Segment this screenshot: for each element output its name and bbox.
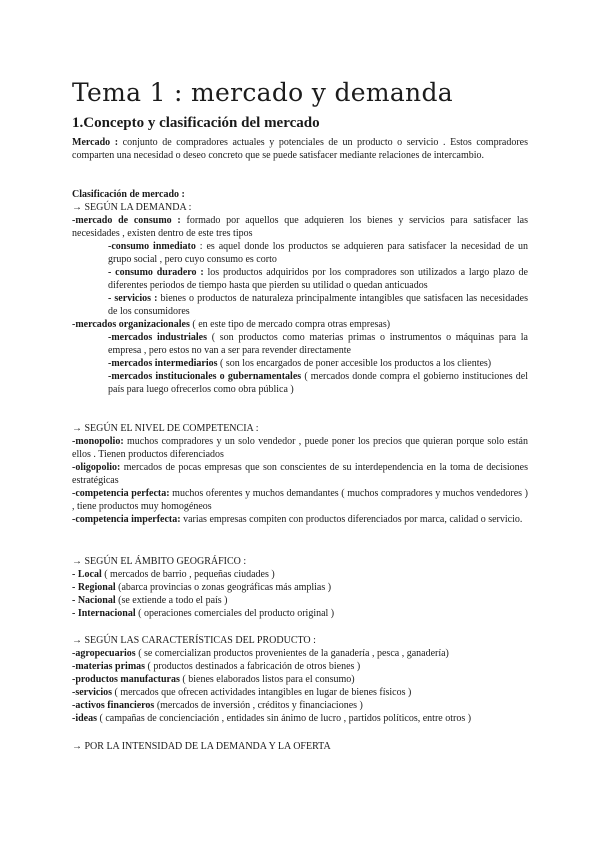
competition-item: -monopolio: muchos compradores y un solo vendedor , puede poner los precios que quieran porque solo están ellos . Tienen productos diferenciados [72, 436, 528, 460]
geography-item: - Internacional ( operaciones comerciales del producto original ) [72, 608, 335, 619]
organizacionales-item: -mercados organizacionales ( en este tipo de mercado compra otras empresas) [72, 319, 391, 330]
product-heading: → SEGÚN LAS CARACTERÍSTICAS DEL PRODUCTO : [72, 635, 316, 646]
page-title: Tema 1 : mercado y demanda [72, 78, 453, 107]
geography-heading: → SEGÚN EL ÁMBITO GEOGRÁFICO : [72, 556, 247, 567]
consumo-text: formado por aquellos que adquieren los bienes y servicios para satisfacer las necesidades , existen dentro de este tres tipos [72, 215, 528, 239]
intensity-block [72, 740, 528, 753]
competition-heading: → SEGÚN EL NIVEL DE COMPETENCIA : [72, 423, 259, 434]
intro-text: conjunto de compradores actuales y potenciales de un producto o servicio . Estos compradores comparten una necesidad o deseo concreto que se puede satisfacer mediante relaciones de intercambio. [72, 137, 529, 161]
intro-term: Mercado : [72, 137, 119, 148]
product-item: -productos manufacturas ( bienes elaborados listos para el consumo) [72, 674, 355, 685]
intensity-heading: → POR LA INTENSIDAD DE LA DEMANDA Y LA OFERTA [72, 741, 331, 752]
consumo-item [72, 214, 528, 240]
consumo-sub-item: - servicios : bienes o productos de naturaleza principalmente intangibles que satisfacen las necesidades de los consumidores [108, 293, 528, 317]
organizacionales-sub-item: -mercados institucionales o gubernamentales ( mercados donde compra el gobierno instituciones del país para luego ofrecerlos como obra pública ) [108, 371, 529, 395]
product-item: -agropecuarios ( se comercializan productos provenientes de la ganadería , pesca , ganadería) [72, 648, 449, 659]
competition-item: -competencia perfecta: muchos oferentes y muchos demandantes ( muchos compradores y muchos vendedores ) , tiene productos muy homogéneos [72, 488, 528, 512]
competition-item: -oligopolio: mercados de pocas empresas que son conscientes de su interdependencia en la toma de decisiones estratégicas [72, 462, 528, 486]
classification-title: Clasificación de mercado : [72, 189, 185, 200]
intro-paragraph [72, 136, 528, 162]
geography-block [72, 555, 528, 620]
geography-item: - Nacional (se extiende a todo el país ) [72, 595, 228, 606]
intro-block [72, 136, 528, 162]
consumo-sub-item: -consumo inmediato : es aquel donde los productos se adquieren para satisfacer la necesidad de un grupo social , pero cuyo consumo es corto [108, 241, 528, 265]
product-item: -materias primas ( productos destinados a fabricación de otros bienes ) [72, 661, 361, 672]
consumo-sub-item: - consumo duradero : los productos adquiridos por los compradores son utilizados a largo plazo de diferentes periodos de tiempo hasta que pierden su utilidad o quedan anticuados [108, 267, 528, 291]
geography-item: - Regional (abarca provincias o zonas geográficas más amplias ) [72, 582, 332, 593]
organizacionales-sub-item: -mercados industriales ( son productos como materias primas o instrumentos o máquinas para la empresa , pero estos no van a ser para revender directamente [108, 332, 528, 356]
organizacionales-sub-item: -mercados intermediarios ( son los encargados de poner accesible los productos a los clientes) [108, 358, 492, 369]
product-item: -servicios ( mercados que ofrecen actividades intangibles en lugar de bienes físicos ) [72, 687, 412, 698]
consumo-term: -mercado de consumo : [72, 215, 181, 226]
product-block [72, 634, 528, 725]
product-item: -ideas ( campañas de concienciación , entidades sin ánimo de lucro , partidos políticos, entre otros ) [72, 713, 472, 724]
competition-block [72, 422, 528, 526]
competition-item: -competencia imperfecta: varias empresas compiten con productos diferenciados por marca, calidad o servicio. [72, 514, 523, 525]
geography-item: - Local ( mercados de barrio , pequeñas ciudades ) [72, 569, 275, 580]
section-heading: 1.Concepto y clasificación del mercado [72, 115, 320, 131]
product-item: -activos financieros (mercados de inversión , créditos y financiaciones ) [72, 700, 363, 711]
demand-block [72, 188, 528, 396]
demand-heading: → SEGÚN LA DEMANDA : [72, 202, 192, 213]
